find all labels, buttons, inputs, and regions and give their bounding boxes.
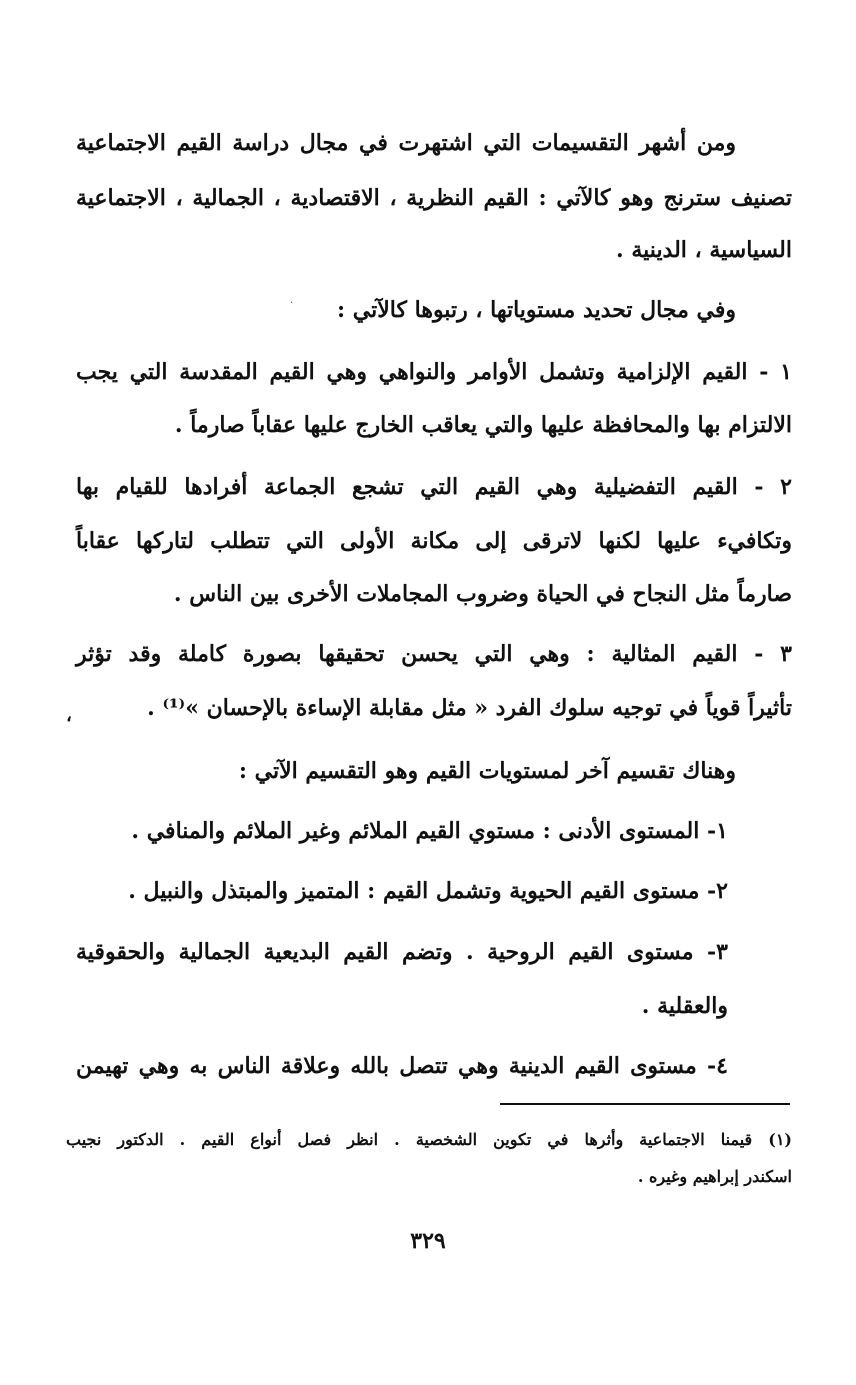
- text-line: تأثيراً قوياً في توجيه سلوك الفرد « مثل مقابلة الإساءة بالإحسان »⁽¹⁾ .: [147, 695, 792, 721]
- text-line: وفي مجال تحديد مستوياتها ، رتبوها كالآتي :: [337, 297, 736, 323]
- page-number: ٣٢٩: [410, 1228, 446, 1254]
- list-item-line: ٣- مستوى القيم الروحية . وتضم القيم البديعية الجمالية والحقوقية: [76, 939, 728, 965]
- text-line: والعقلية .: [641, 993, 728, 1019]
- text-line: وهناك تقسيم آخر لمستويات القيم وهو التقسيم الآتي :: [238, 758, 736, 784]
- text-line: السياسية ، الدينية .: [616, 237, 792, 263]
- list-item-line: ٢ - القيم التفضيلية وهي القيم التي تشجع الجماعة أفرادها للقيام بها: [76, 474, 792, 500]
- footnote-divider: [500, 1103, 790, 1105]
- list-item-line: ٤- مستوى القيم الدينية وهي تتصل بالله وعلاقة الناس به وهي تهيمن: [76, 1053, 728, 1079]
- list-item-line: ٢- مستوى القيم الحيوية وتشمل القيم : المتميز والمبتذل والنبيل .: [128, 878, 728, 904]
- list-item-line: ٣ - القيم المثالية : وهي التي يحسن تحقيقها بصورة كاملة وقد تؤثر: [76, 641, 792, 667]
- text-line: صارماً مثل النجاح في الحياة وضروب المجاملات الأخرى بين الناس .: [173, 581, 792, 607]
- footnote-line: اسكندر إبراهيم وغيره .: [637, 1167, 792, 1186]
- list-item-line: ١- المستوى الأدنى : مستوي القيم الملائم وغير الملائم والمنافي .: [131, 818, 728, 844]
- text-line: الالتزام بها والمحافظة عليها والتي يعاقب الخارج عليها عقاباً صارماً .: [174, 412, 792, 438]
- text-line: ومن أشهر التقسيمات التي اشتهرت في مجال دراسة القيم الاجتماعية: [76, 130, 736, 156]
- list-item-line: ١ - القيم الإلزامية وتشمل الأوامر والنواهي وهي القيم المقدسة التي يجب: [76, 359, 792, 385]
- stray-mark: ،: [66, 705, 72, 726]
- text-line: وتكافيء عليها لكنها لاترقى إلى مكانة الأولى التي تتطلب لتاركها عقاباً: [76, 528, 792, 554]
- scan-speck: ·: [290, 298, 294, 309]
- text-line: تصنيف سترنج وهو كالآتي : القيم النظرية ، الاقتصادية ، الجمالية ، الاجتماعية: [76, 185, 792, 211]
- footnote-line: (١) قيمنا الاجتماعية وأثرها في تكوين الشخصية . انظر فصل أنواع القيم . الدكتور نجيب: [66, 1130, 792, 1149]
